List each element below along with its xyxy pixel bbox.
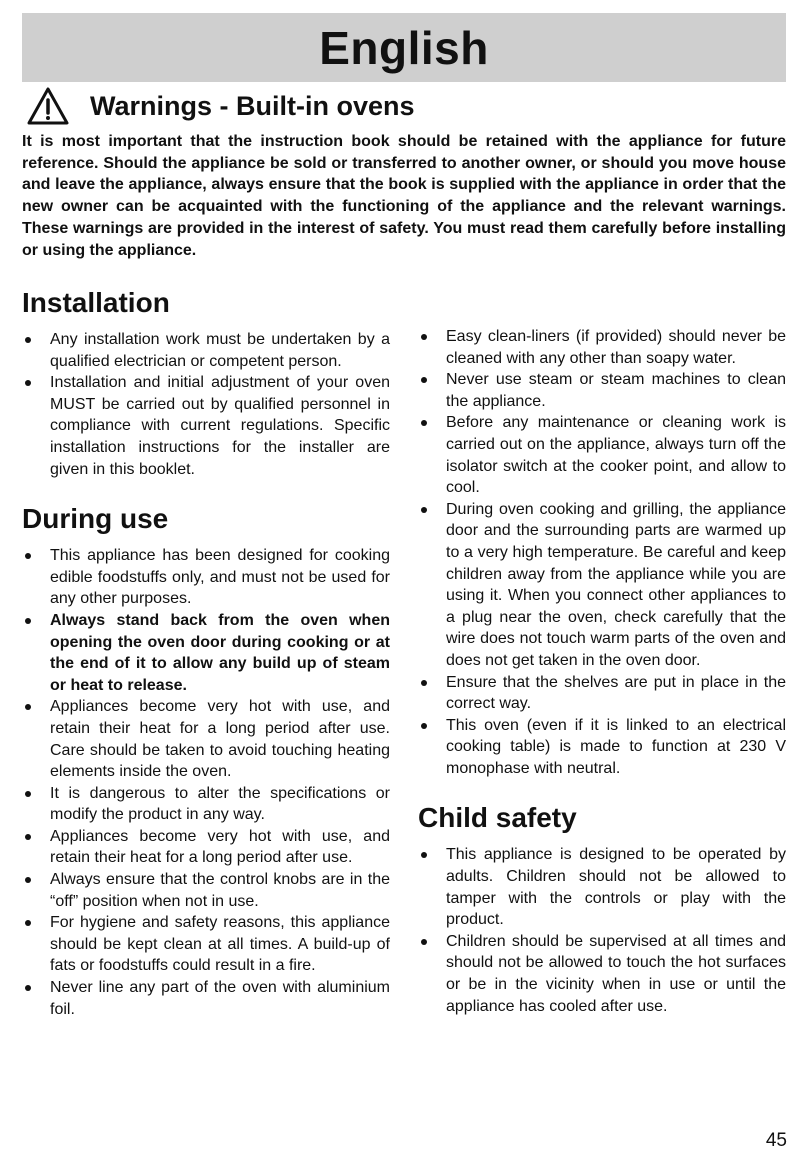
list-item: Never use steam or steam machines to clean the appliance. xyxy=(418,369,786,412)
installation-title: Installation xyxy=(22,287,170,318)
language-title: English xyxy=(319,21,489,74)
maintenance-list xyxy=(418,326,786,779)
child-safety-list xyxy=(418,844,786,1017)
list-item: Always stand back from the oven when opening the oven door during cooking or at the end of it to allow any build up of steam or heat to release. xyxy=(22,610,390,696)
list-item: This oven (even if it is linked to an electrical cooking table) is made to function at 230 V monophase with neutral. xyxy=(418,715,786,780)
list-item: Appliances become very hot with use, and retain their heat for a long period after use. xyxy=(22,826,390,869)
list-item: This appliance has been designed for cooking edible foodstuffs only, and must not be used for any other purposes. xyxy=(22,545,390,610)
warnings-intro: It is most important that the instruction book should be retained with the appliance for future reference. Should the appliance be sold or transferred to another owner, or should you move house and leave the appliance, always ensure that the book is supplied with the appliance in order that the new owner can be acquainted with the functioning of the appliance and the relevant warnings. These warnings are provided in the interest of safety. You must read them carefully before installing or using the appliance. xyxy=(22,133,786,259)
list-item: Always ensure that the control knobs are in the “off” position when not in use. xyxy=(22,869,390,912)
list-item: During oven cooking and grilling, the appliance door and the surrounding parts are warmed up to a very high temperature. Be careful and keep children away from the appliance while you are using it. When you connect other appliances to a plug near the oven, check carefully that the wire does not touch warm parts of the oven and does not get taken in the oven door. xyxy=(418,499,786,672)
during-use-list xyxy=(22,545,390,1020)
right-column xyxy=(418,326,786,1017)
installation-list xyxy=(22,329,390,480)
left-column xyxy=(22,285,390,1020)
list-item: For hygiene and safety reasons, this appliance should be kept clean at all times. A build-up of fats or foodstuffs could result in a fire. xyxy=(22,912,390,977)
list-item: Before any maintenance or cleaning work is carried out on the appliance, always turn off the isolator switch at the cooker point, and allow to cool. xyxy=(418,412,786,498)
list-item: Never line any part of the oven with aluminium foil. xyxy=(22,977,390,1020)
page-number: 45 xyxy=(765,1130,787,1151)
list-item: Ensure that the shelves are put in place in the correct way. xyxy=(418,672,786,715)
warnings-heading-row xyxy=(26,86,415,126)
list-item: This appliance is designed to be operated by adults. Children should not be allowed to tamper with the controls or play with the product. xyxy=(418,844,786,930)
list-item: Installation and initial adjustment of your oven MUST be carried out by qualified personnel in compliance with current regulations. Specific installation instructions for the installer are given in this booklet. xyxy=(22,372,390,480)
during-use-title: During use xyxy=(22,503,169,535)
list-item: Children should be supervised at all times and should not be allowed to touch the hot surfaces or be in the vicinity when in use or until the appliance has cooled after use. xyxy=(418,931,786,1017)
language-banner xyxy=(22,13,786,82)
warnings-title: Warnings - Built-in ovens xyxy=(90,90,415,121)
list-item: It is dangerous to alter the specifications or modify the product in any way. xyxy=(22,783,390,826)
list-item: Any installation work must be undertaken by a qualified electrician or competent person. xyxy=(22,329,390,372)
warning-triangle-icon xyxy=(26,86,70,126)
list-item: Appliances become very hot with use, and retain their heat for a long period after use. Care should be taken to avoid touching heating elements inside the oven. xyxy=(22,696,390,782)
list-item: Easy clean-liners (if provided) should never be cleaned with any other than soapy water. xyxy=(418,326,786,369)
child-safety-title: Child safety xyxy=(418,802,577,834)
